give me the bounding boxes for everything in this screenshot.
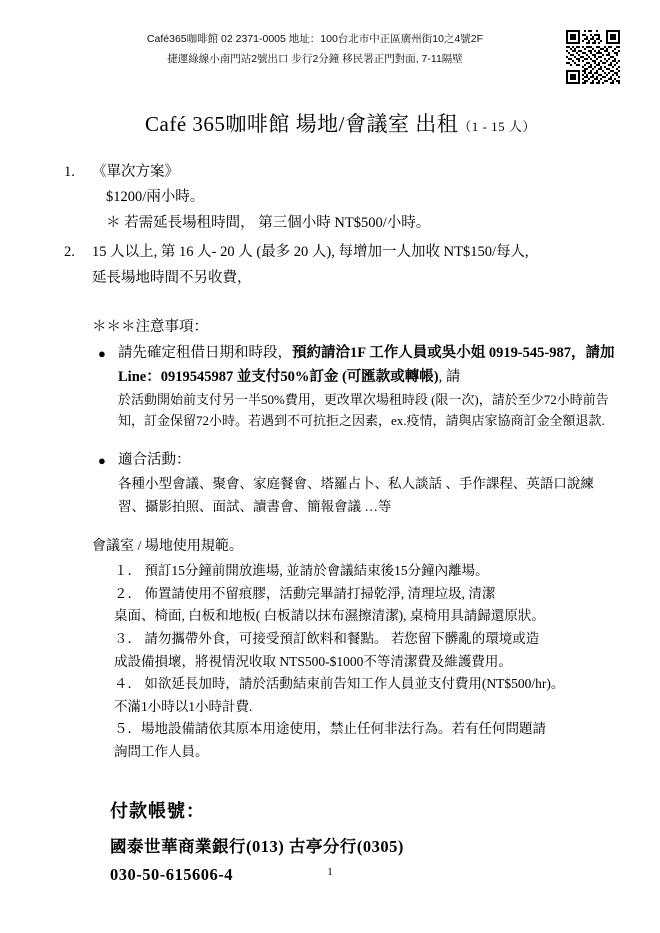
usage-rule: 桌面、椅面, 白板和地板( 白板請以抹布濕擦清潔), 桌椅用具請歸還原狀。	[114, 608, 545, 624]
usage-rule: ４． 如欲延長加時，請於活動結束前告知工作人員並支付費用(NT$500/hr)。	[114, 676, 565, 692]
list-item	[64, 240, 620, 291]
page-title	[40, 108, 620, 138]
header-contact-block	[40, 30, 620, 70]
pricing-plans-list	[40, 160, 620, 291]
notice-activities-body: 各種小型會議、聚會、家庭餐會、塔羅占卜、私人談話 、手作課程、英語口說練習、攝影拍照、面試、讀書會、簡報會議 …等	[118, 476, 594, 514]
header-line-address: Café365咖啡館 02 2371-0005 地址：100台北市中正區廣州街10之4號2F	[146, 33, 484, 45]
page-title-main: Café 365咖啡館 場地/會議室 出租	[145, 112, 459, 136]
plan-price: $1200/兩小時。	[106, 189, 205, 206]
page-title-range: （1 - 15 人）	[458, 119, 536, 134]
qr-code-icon	[566, 30, 620, 84]
plan-extra-person-line2: 延長場地時間不另收費，	[92, 269, 252, 286]
plan-extension-note: ＊ 若需延長場租時間， 第三個小時 NT$500/小時。	[106, 214, 431, 231]
plan-title: 《單次方案》	[92, 164, 179, 180]
notice-item-activities	[40, 449, 620, 517]
document-header	[40, 30, 620, 90]
notice-booking-text	[118, 342, 620, 390]
payment-title: 付款帳號：	[110, 800, 205, 821]
usage-rule: １． 預訂15分鐘前開放進場, 並請於會議結束後15分鐘內離場。	[114, 563, 489, 579]
bullet-icon: ●	[98, 345, 106, 361]
notice-activities-title: 適合活動：	[118, 452, 191, 469]
usage-rule: ３． 請勿攜帶外食，可接受預訂飲料和餐點。 若您留下髒亂的環境或造	[114, 630, 540, 646]
header-line-directions: 捷運綠線小南門站2號出口 步行2分鐘 移民署正門對面, 7-11隔壁	[167, 52, 463, 65]
payment-bank: 國泰世華商業銀行(013) 古亭分行(0305)	[110, 836, 404, 856]
usage-rules-title: 會議室 / 場地使用規範。	[92, 538, 243, 554]
notice-item-booking	[40, 342, 620, 431]
page-number: 1	[327, 866, 333, 878]
usage-rule: 成設備損壞，將視情況收取 NTS500-$1000不等清潔費及維護費用。	[114, 653, 512, 669]
bullet-icon: ●	[98, 453, 106, 469]
list-item-number: 1.	[64, 164, 75, 180]
notice-booking-bold: 預約請洽1F 工作人員或吳小姐 0919-545-987，請加 Line：0919545987 並支付50%訂金 (可匯款或轉帳)	[118, 344, 615, 385]
notice-heading: ＊＊＊注意事項：	[92, 318, 208, 335]
list-item	[64, 160, 620, 236]
list-item-number: 2.	[64, 244, 75, 261]
notice-booking-part2: , 請	[438, 368, 461, 385]
usage-rule: ２． 佈置請使用不留痕膠，活動完畢請打掃乾淨, 清理垃圾, 清潔	[114, 585, 496, 601]
plan-extra-person-line1: 15 人以上, 第 16 人- 20 人 (最多 20 人), 每增加一人加收 NT$150/每人,	[92, 244, 529, 261]
usage-rule: 詢問工作人員。	[114, 743, 209, 759]
notice-booking-rest: 於活動開始前支付另一半50%費用，更改單次場租時段 (限一次)，請於至少72小時前告知，訂金保留72小時。若遇到不可抗拒之因素，ex.疫情，請與店家協商訂金全額退款.	[118, 391, 609, 428]
notice-booking-part1: 請先確定租借日期和時段，	[118, 344, 292, 361]
usage-rule: 不滿1小時以1小時計費.	[114, 698, 253, 714]
payment-account-number: 030-50-615606-4	[110, 864, 233, 884]
usage-rule: ５．場地設備請依其原本用途使用，禁止任何非法行為。若有任何問題請	[114, 721, 546, 737]
usage-rules-section	[40, 536, 620, 763]
